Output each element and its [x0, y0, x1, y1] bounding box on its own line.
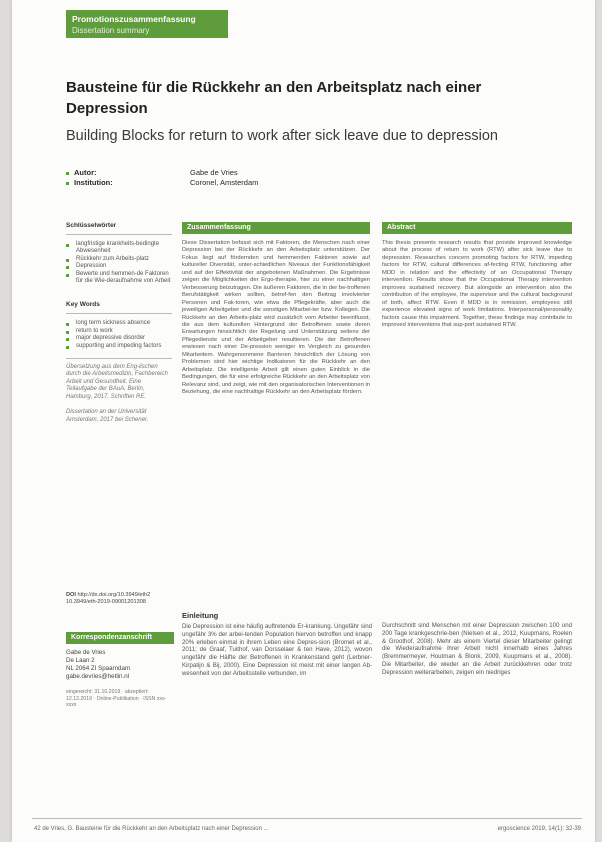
- correspondence-heading: Korrespondenzanschrift: [66, 632, 174, 644]
- keyword-item: long term sickness absence: [66, 320, 172, 327]
- bullet-icon: [66, 172, 69, 175]
- footer-left: 42 de Vries, G. Bausteine für die Rückkehr an den Arbeitsplatz nach einer Depression ...: [34, 826, 269, 832]
- zusammenfassung-heading: Zusammenfassung: [182, 222, 370, 234]
- footer-divider: [32, 818, 582, 819]
- institution-value: Coronel, Amsterdam: [190, 178, 259, 187]
- keywords-de-list: [66, 241, 172, 285]
- badge-sublabel: Dissertation summary: [72, 26, 150, 35]
- badge-label: Promotionszusammenfassung: [72, 14, 196, 24]
- title-english: Building Blocks for return to work after sick leave due to depression: [66, 128, 498, 144]
- divider: [66, 358, 172, 359]
- author-row: [66, 168, 366, 178]
- submission-dates: eingereicht: 31.10.2019 · akzeptiert: 12.12.2019 · Online-Publikation · ISSN xxx-xxxx: [66, 689, 167, 709]
- einleitung-text-col2: Durchschnitt sind Menschen mit einer Depression zwischen 100 und 200 Tage krankgeschrie-ben (Nielsen et al., 2012, Kuupmans, Roelen & Groothof, 2008). Mehr als einem Viertel dieser Mitarbeiter gelingt die Wiederaufnahme ihrer Arbeit nicht innerhalb eines Jahres (Bremmermeyer, Houtman & Blonk, 2009, Kuupmans et al., 2008). Die Mitarbeiter, die wieder an die Arbeit zurückkehren oder trotz Depression weiterarbeiten, zeigen ein niedriges: [382, 622, 572, 676]
- doi-label: DOI: [66, 592, 76, 598]
- keyword-item: supporting and impeding factors: [66, 343, 172, 350]
- author-label: Autor:: [74, 168, 97, 177]
- divider: [66, 313, 172, 314]
- translation-note: Übersetzung aus dem Eng-lischen durch die Arbeitsmedizin, Fachbereich Arbeit und Gesundheit. Eine Teilaufgabe der BAuA, Berlin, Hamburg, 2017, Schriften RE.: [66, 364, 168, 400]
- keywords-en-list: [66, 320, 172, 350]
- institution-label: Institution:: [74, 178, 113, 187]
- abstract-section: [382, 222, 572, 329]
- keywords-de-heading: Schlüsselwörter: [66, 222, 117, 229]
- einleitung-col1: [182, 611, 372, 678]
- abstract-heading: Abstract: [382, 222, 572, 234]
- zusammenfassung-section: [182, 222, 370, 397]
- keyword-item: Depression: [66, 263, 172, 270]
- document-page: [12, 0, 595, 842]
- keyword-item: Rückkehr zum Arbeits-platz: [66, 256, 172, 263]
- keyword-item: major depressive disorder: [66, 335, 172, 342]
- einleitung-heading: Einleitung: [182, 611, 219, 620]
- dissertation-note: Dissertation an der Universität Amsterdam, 2017 bei Schener.: [66, 409, 149, 423]
- sidebar: [66, 222, 172, 424]
- institution-row: [66, 178, 366, 188]
- correspondence-box: [66, 632, 174, 709]
- address-line: De Laan 2: [66, 657, 95, 664]
- author-value: Gabe de Vries: [190, 168, 238, 177]
- divider: [66, 234, 172, 235]
- einleitung-col2: [382, 622, 572, 677]
- email-link[interactable]: gabe.devries@hetlin.nl: [66, 673, 130, 680]
- keyword-item: Bewerte und hemmen-de Faktoren für die Wie-deraufnahme von Arbeit: [66, 271, 172, 286]
- address-line: NL 2064 ZI Spaarndam: [66, 665, 131, 672]
- keyword-item: return to work: [66, 328, 172, 335]
- bullet-icon: [66, 182, 69, 185]
- einleitung-text-col1: Die Depression ist eine häufig auftretende Er-krankung. Ungefähr sind ungefähr 3% der arbei-tenden Population hiervon betroffen und knapp 20% erleben einmal in ihrem Leben eine Depres-sion (Bromet et al., 2011; de Graaf, Tuithof, van Dorsselaer & ten Have, 2012), wovon ungefähr die Hälfte der Betroffenen in Krankenstand geht (Lerbner-Kirpatijn & Bij, 2000). Eine Depression ist meist mit einer langen Ab-wesenheit von der Arbeitsstelle verbunden, im: [182, 623, 372, 677]
- keyword-item: langfristige krankheits-bedingte Abwesenheit: [66, 241, 172, 256]
- correspondence-address: [66, 649, 174, 681]
- doi-line[interactable]: 10.3949/eth-2019-09001201308: [66, 599, 146, 605]
- doi-block: [66, 592, 176, 606]
- title-german: Bausteine für die Rückkehr an den Arbeitsplatz nach einer Depression: [66, 79, 482, 117]
- keywords-en-heading: Key Words: [66, 301, 100, 309]
- section-badge: [66, 10, 228, 38]
- address-line: Gabe de Vries: [66, 649, 106, 656]
- doi-line[interactable]: http://dx.doi.org/10.3949/eth2: [77, 592, 151, 598]
- abstract-text: This thesis presents research results that provide improved knowledge about the process of return to work (RTW) after sick leave due to depression. Researches concern promoting factors for RTW, impeding factors for RTW, cultural differences af-fecting RTW, functioning after MDD in relation and the effectivity of an Occupational Therapy intervention. Results show that the Occupational Therapy intervention improves sustained recovery. But alongside an intervention also the contribution of the employee, the supervisor and the cultural background of both, affect RTW. Even if MDD is in remission, employees still experience elevated signs of work limitations. Interpersonal/personality factors cause this impairment. Together, these findings may contribute to improved interventions that sup-port sustained RTW.: [382, 240, 572, 328]
- zusammenfassung-text: Diese Dissertation befasst sich mit Faktoren, die Menschen nach einer Depression bei der Rückkehr an den Arbeitsplatz unterstützen. Der Fokus liegt auf fördernden und hemmenden Faktoren sowie auf kultureller Diversität, unter-schiedlichen Niveaus der Funktionsfähigkeit und auf der Effektivität der angebotenen Maßnahmen. Die Ergebnisse zeigen die Möglichkeiten der Ergo-therapie, hier zu einer nachhaltigen Verbesserung beizutragen. Die äußeren Faktoren, die in der be-troffenen Berufstätigkeit wirken sollten, betref-fen den Beitrag involvierter Personen und Fak-toren, wie etwa die Pflegekräfte, aber auch die jeweiligen Arbeitgeber und die sonstigen Mitarbei-ter bzw. Kollegen. Die Rückkehr an den Arbeits-platz wird zusätzlich vom Arbeiter beeinflusst, die aus dem kulturellen Hintergrund der Betroffenen sowie deren Erwartungen hinsichtlich der Regelung und Unterstützung seitens der Pflegedienste und der Arbeitgeber resultieren. Die der Betroffenen erwiesen nach einer De-pression weniger im Vergleich zu gesunden Mitarbeitern. Wahrgenommene Barrieren hinsichtlich der Lösung von Problemen sind hier wichtige Indikatoren für die Rückkehr an den Arbeitsplatz. Die intelligente Arbeit gilt einen guten Einblick in die Bedingungen, die für eine erfolgreiche Rückkehr an den Arbeitsplatz von Relevanz sind, und zeigt, wie mit den organisatorischen Interventionen in Beziehung, die eine nachhaltige Rückkehr an den Arbeitsplatz fördern.: [182, 240, 370, 396]
- footer-right: ergoscience 2019, 14(1): 32-39: [497, 826, 581, 832]
